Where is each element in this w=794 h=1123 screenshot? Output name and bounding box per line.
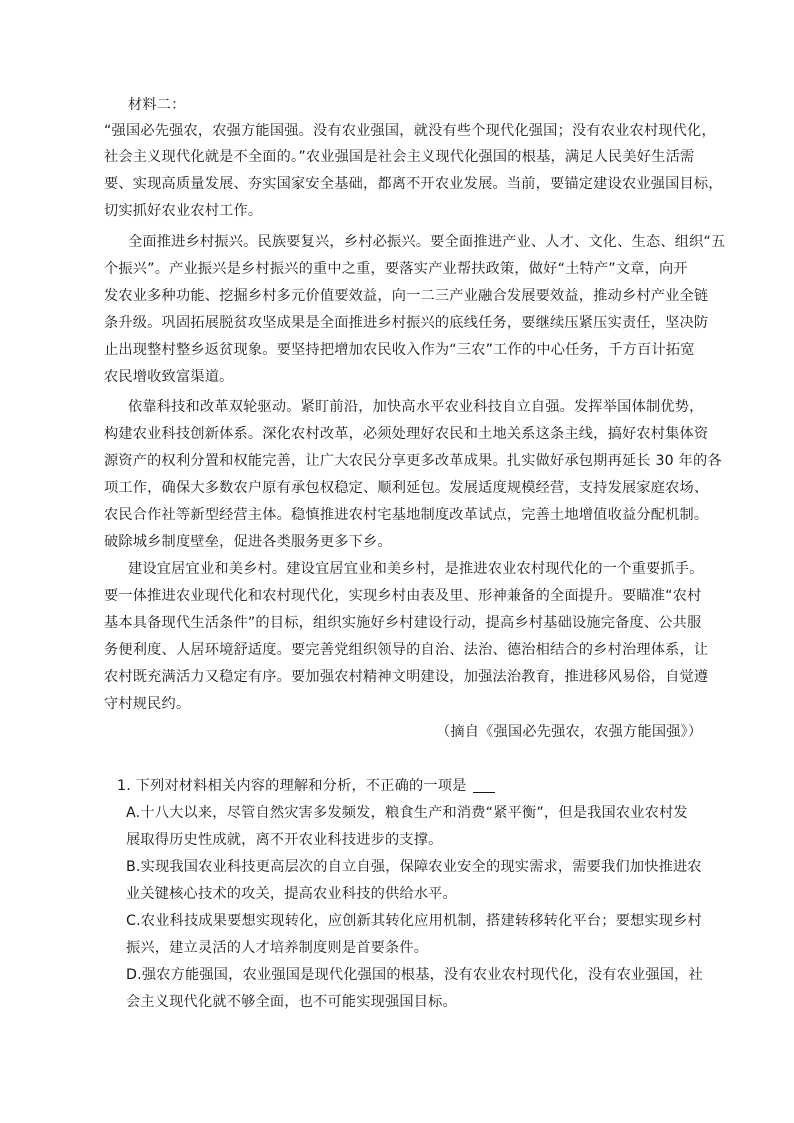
paragraph-line: 要一体推进农业现代化和农村现代化，实现乡村由表及里、形神兼备的全面提升。要瞄准“农村 (104, 588, 702, 604)
option-a-continued: 展取得历史性成就，离不开农业科技进步的支撑。 (126, 832, 443, 848)
paragraph-line: 基本具备现代生活条件”的目标，组织实施好乡村建设行动，提高乡村基础设施完备度、公共服 (104, 615, 702, 631)
option-b: B.实现我国农业科技更高层次的自立自强，保障农业安全的现实需求，需要我们加快推进农 (126, 859, 702, 875)
paragraph-line: 农民增收致富渠道。 (104, 369, 234, 385)
paragraph-line: 社会主义现代化就是不全面的。”农业强国是社会主义现代化强国的根基，满足人民美好生活需 (104, 149, 695, 165)
paragraph-line: 农村既充满活力又稳定有序。要加强农村精神文明建设，加强法治教育，推进移风易俗，自觉遵 (104, 669, 709, 685)
option-d-continued: 会主义现代化就不够全面，也不可能实现强国目标。 (126, 994, 457, 1010)
paragraph-line: 构建农业科技创新体系。深化农村改革，必须处理好农民和土地关系这条主线，搞好农村集体资 (104, 426, 709, 442)
answer-blank[interactable] (473, 778, 495, 793)
source-citation: （摘自《强国必先强农，农强方能国强》） (436, 724, 703, 740)
paragraph-line: 个振兴”。产业振兴是乡村振兴的重中之重，要落实产业帮扶政策，做好“土特产”文章，向开 (104, 261, 688, 277)
paragraph-line: 务便利度、人居环境舒适度。要完善党组织领导的自治、法治、德治相结合的乡村治理体系，让 (104, 642, 709, 658)
paragraph-line: 项工作，确保大多数农户原有承包权稳定、顺利延包。发展适度规模经营，支持发展家庭农场、 (104, 480, 709, 496)
paragraph-line: 依靠科技和改革双轮驱动。紧盯前沿，加快高水平农业科技自立自强。发挥举国体制优势， (128, 399, 704, 415)
option-b-continued: 业关键核心技术的攻关，提高农业科技的供给水平。 (126, 886, 457, 902)
option-a: A.十八大以来，尽管自然灾害多发频发，粮食生产和消费“紧平衡”，但是我国农业农村发 (126, 805, 688, 821)
option-c: C.农业科技成果要想实现转化，应创新其转化应用机制，搭建转移转化平台；要想实现乡村 (126, 913, 702, 929)
paragraph-line: 条升级。巩固拓展脱贫攻坚成果是全面推进乡村振兴的底线任务，要继续压紧压实责任，坚决防 (104, 315, 709, 331)
paragraph-line: 切实抓好农业农村工作。 (104, 203, 263, 219)
paragraph-line: 建设宜居宜业和美乡村。建设宜居宜业和美乡村，是推进农业农村现代化的一个重要抓手。 (128, 561, 704, 577)
question-stem-text: 1. 下列对材料相关内容的理解和分析，不正确的一项是 (117, 778, 467, 794)
paragraph-line: 守村规民约。 (104, 696, 191, 712)
option-d: D.强农方能强国，农业强国是现代化强国的根基，没有农业农村现代化，没有农业强国，社 (126, 967, 703, 983)
material-heading: 材料二： (128, 97, 186, 113)
paragraph-line: “强国必先强农，农强方能国强。没有农业强国，就没有些个现代化强国；没有农业农村现代化， (104, 123, 716, 139)
paragraph-line: 全面推进乡村振兴。民族要复兴，乡村必振兴。要全面推进产业、人才、文化、生态、组织“五 (128, 234, 726, 250)
paragraph-line: 农民合作社等新型经营主体。稳慎推进农村宅基地制度改革试点，完善土地增值收益分配机制。 (104, 507, 709, 523)
option-c-continued: 振兴，建立灵活的人才培养制度则是首要条件。 (126, 940, 429, 956)
paragraph-line: 止出现整村整乡返贫现象。要坚持把增加农民收入作为“三农”工作的中心任务，千方百计拓宽 (104, 342, 695, 358)
paragraph-line: 破除城乡制度壁垒，促进各类服务更多下乡。 (104, 534, 392, 550)
paragraph-line: 源资产的权利分置和权能完善，让广大农民分享更多改革成果。扎实做好承包期再延长 30 年的各 (104, 453, 722, 469)
paragraph-line: 要、实现高质量发展、夯实国家安全基础，都离不开农业发展。当前，要锚定建设农业强国目标， (104, 176, 723, 192)
paragraph-line: 发农业多种功能、挖掘乡村多元价值要效益，向一二三产业融合发展要效益，推动乡村产业全链 (104, 288, 709, 304)
question-stem (117, 776, 495, 796)
